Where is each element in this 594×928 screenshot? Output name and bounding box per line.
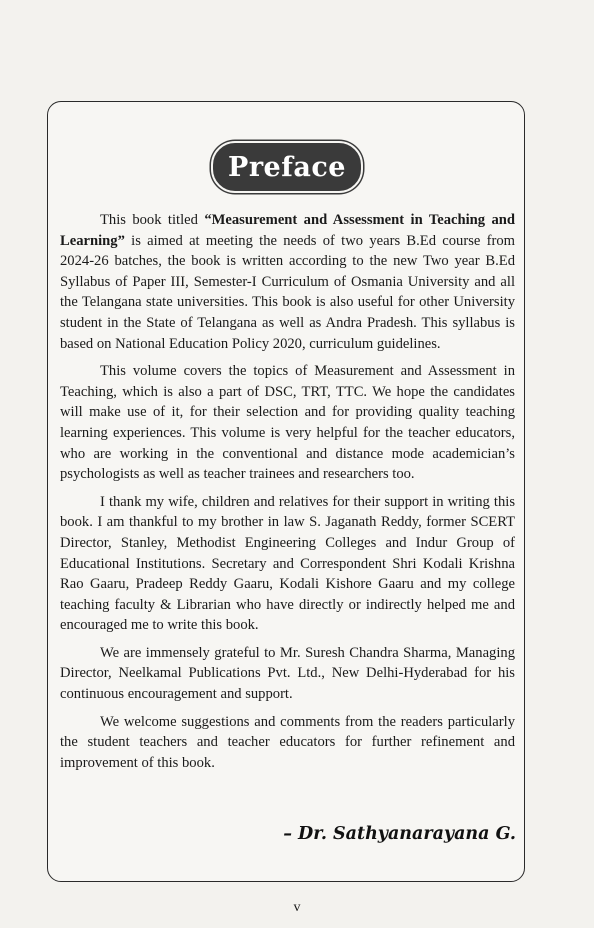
- author-signature: – Dr. Sathyanarayana G.: [283, 824, 516, 844]
- preface-title-badge: [211, 141, 363, 193]
- page-number: v: [293, 900, 301, 915]
- paragraph-4: We are immensely grateful to Mr. Suresh Chandra Sharma, Managing Director, Neelkamal Publications Pvt. Ltd., New Delhi-Hyderabad for his continuous encouragement and support.: [60, 644, 515, 703]
- paragraph-1-rest: is aimed at meeting the needs of two years B.Ed course from 2024-26 batches, the book is written according to the new Two year B.Ed Syllabus of Paper III, Semester-I Curriculum of Osmania University and all the Telangana state universities. This book is also useful for other University student in the State of Telangana as well as Andra Pradesh. This syllabus is based on National Education Policy 2020, curriculum guidelines.: [60, 232, 515, 352]
- paragraph-5: We welcome suggestions and comments from the readers particularly the student teachers and teacher educators for further refinement and improvement of this book.: [60, 713, 515, 771]
- paragraph-1-lead: This book titled: [100, 212, 205, 228]
- paragraph-2: This volume covers the topics of Measurement and Assessment in Teaching, which is also a part of DSC, TRT, TTC. We hope the candidates will make use of it, for their selection and for providing quality teaching learning experiences. This volume is very helpful for the teacher educators, who are working in the conventional and distance mode academician’s psychologists as well as teacher trainees and researchers too.: [60, 363, 515, 483]
- page-title: Preface: [228, 151, 346, 183]
- preface-body: [60, 210, 515, 780]
- paragraph-1: [60, 210, 515, 354]
- paragraph-3: I thank my wife, children and relatives for their support in writing this book. I am thankful to my brother in law S. Jaganath Reddy, former SCERT Director, Stanley, Methodist Engineering Colleges and Indur Group of Educational Institutions. Secretary and Correspondent Shri Kodali Krishna Rao Gaaru, Pradeep Reddy Gaaru, Kodali Kishore Gaaru and my college teaching faculty & Librarian who have directly or indirectly helped me and encouraged me to write this book.: [60, 493, 515, 634]
- book-title-bold: “Measurement and Assessment in Teaching and Learning”: [60, 212, 515, 249]
